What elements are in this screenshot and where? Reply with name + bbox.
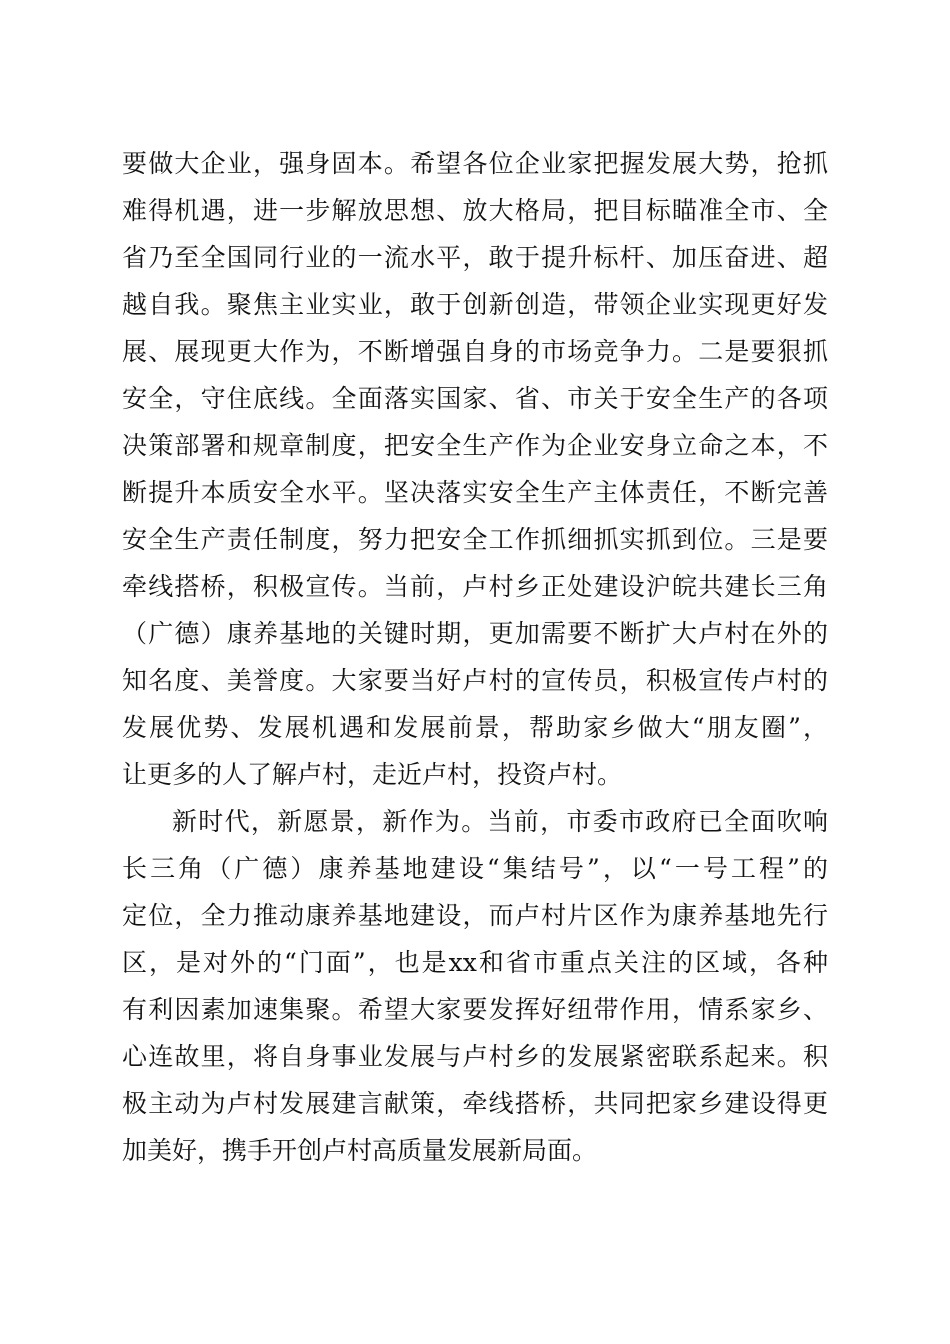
text-line: 安全生产责任制度，努力把安全工作抓细抓实抓到位。三是要 <box>122 525 828 554</box>
text-line: 断提升本质安全水平。坚决落实安全生产主体责任，不断完善 <box>122 478 828 507</box>
text-line: 要做大企业，强身固本。希望各位企业家把握发展大势，抢抓 <box>122 149 828 178</box>
text-line: 新时代，新愿景，新作为。当前，市委市政府已全面吹响 <box>172 807 828 836</box>
text-line: 越自我。聚焦主业实业，敢于创新创造，带领企业实现更好发 <box>122 290 828 319</box>
text-line: 心连故里，将自身事业发展与卢村乡的发展紧密联系起来。积 <box>122 1042 828 1071</box>
text-line: 省乃至全国同行业的一流水平，敢于提升标杆、加压奋进、超 <box>122 243 828 272</box>
text-line: 极主动为卢村发展建言献策，牵线搭桥，共同把家乡建设得更 <box>122 1089 828 1118</box>
text-line: （广德）康养基地的关键时期，更加需要不断扩大卢村在外的 <box>122 619 828 648</box>
text-line: 难得机遇，进一步解放思想、放大格局，把目标瞄准全市、全 <box>122 196 828 225</box>
paragraph-1 <box>122 140 828 798</box>
text-line: 安全，守住底线。全面落实国家、省、市关于安全生产的各项 <box>122 384 828 413</box>
text-line: 长三角（广德）康养基地建设“集结号”，以“一号工程”的 <box>122 854 828 883</box>
text-line: 加美好，携手开创卢村高质量发展新局面。 <box>122 1136 598 1165</box>
text-line: 决策部署和规章制度，把安全生产作为企业安身立命之本，不 <box>122 431 828 460</box>
text-line: 知名度、美誉度。大家要当好卢村的宣传员，积极宣传卢村的 <box>122 666 828 695</box>
document-body <box>122 140 828 1174</box>
text-line: 牵线搭桥，积极宣传。当前，卢村乡正处建设沪皖共建长三角 <box>122 572 828 601</box>
text-line: 展、展现更大作为，不断增强自身的市场竞争力。二是要狠抓 <box>122 337 828 366</box>
text-line: 区，是对外的“门面”，也是xx和省市重点关注的区域，各种 <box>122 948 828 977</box>
text-line: 定位，全力推动康养基地建设，而卢村片区作为康养基地先行 <box>122 901 828 930</box>
text-line: 发展优势、发展机遇和发展前景，帮助家乡做大“朋友圈”， <box>122 713 828 742</box>
text-line: 有利因素加速集聚。希望大家要发挥好纽带作用，情系家乡、 <box>122 995 828 1024</box>
text-line: 让更多的人了解卢村，走近卢村，投资卢村。 <box>122 760 623 789</box>
paragraph-2 <box>122 798 828 1174</box>
